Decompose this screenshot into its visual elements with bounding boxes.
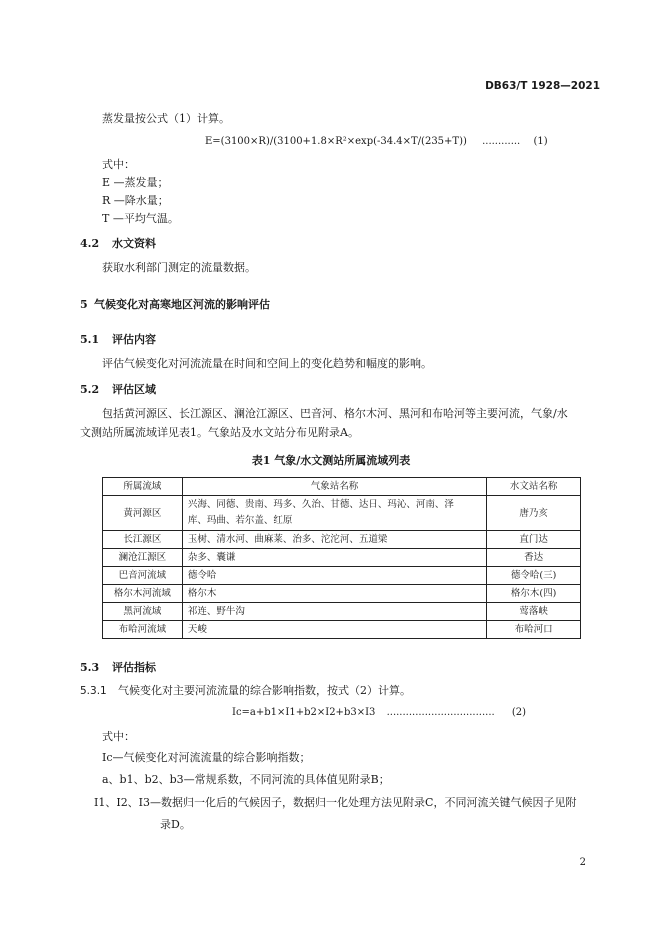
- table-row: [103, 585, 581, 603]
- basin-cell: 布哈河流域: [103, 621, 183, 639]
- hydro-station-cell: 德令哈(三): [487, 567, 581, 585]
- hydro-station-cell: 格尔木(四): [487, 585, 581, 603]
- basin-cell: 澜沧江源区: [103, 549, 183, 567]
- table-row: [103, 549, 581, 567]
- basin-cell: 格尔木河流域: [103, 585, 183, 603]
- section-title: 评估内容: [112, 333, 156, 346]
- formula-2: [232, 707, 526, 718]
- where-item-climate-factors-line2: 录D。: [160, 818, 191, 831]
- formula-1-number: (1): [533, 136, 548, 147]
- met-station-cell: 祁连、野牛沟: [182, 603, 486, 621]
- table-row: [103, 567, 581, 585]
- where-item-evaporation: E —蒸发量；: [102, 176, 169, 189]
- table-row: [103, 603, 581, 621]
- table-header-row: [103, 478, 581, 496]
- where-item-climate-factors-line1: I1、I2、I3—数据归一化后的气候因子，数据归一化处理方法见附录C，不同河流关键气候因子见附: [94, 796, 577, 809]
- hydro-station-cell: 直门达: [487, 531, 581, 549]
- column-header-hydro-station: 水文站名称: [487, 478, 581, 496]
- met-station-line: 兴海、同德、贵南、玛多、久治、甘德、达日、玛沁、河南、泽: [187, 499, 454, 510]
- page-number: 2: [579, 857, 586, 868]
- section-5-3-heading: [80, 659, 156, 675]
- hydro-station-cell: 香达: [487, 549, 581, 567]
- basin-cell: 黑河流域: [103, 603, 183, 621]
- met-station-cell: 杂多、囊谦: [182, 549, 486, 567]
- section-number: 5: [80, 298, 88, 311]
- formula-2-number: (2): [511, 707, 527, 718]
- section-title: 评估指标: [112, 661, 156, 674]
- formula-1-leader-dots: ............: [482, 136, 521, 147]
- where-item-coefficients: a、b1、b2、b3—常规系数，不同河流的具体值见附录B；: [102, 773, 390, 786]
- basin-cell: 长江源区: [103, 531, 183, 549]
- section-4-2-heading: [80, 235, 156, 251]
- met-station-cell: 天峻: [182, 621, 486, 639]
- section-5-3-1: [80, 683, 411, 699]
- section-5-1-body: 评估气候变化对河流流量在时间和空间上的变化趋势和幅度的影响。: [102, 357, 432, 370]
- basin-station-table: [102, 477, 581, 639]
- met-station-cell: 德令哈: [182, 567, 486, 585]
- section-5-2-heading: [80, 381, 156, 397]
- section-5-heading: [80, 296, 270, 312]
- section-5-1-heading: [80, 331, 156, 347]
- table-row: [103, 621, 581, 639]
- hydro-station-cell: 莺落峡: [487, 603, 581, 621]
- section-title: 评估区域: [112, 383, 156, 396]
- met-station-cell: 玉树、清水河、曲麻莱、治多、沱沱河、五道梁: [182, 531, 486, 549]
- section-4-2-body: 获取水利部门测定的流量数据。: [102, 261, 256, 274]
- where-item-temperature: T —平均气温。: [102, 212, 179, 225]
- where-item-impact-index: Ic—气候变化对河流流量的综合影响指数；: [102, 751, 311, 764]
- met-station-cell: [182, 496, 486, 531]
- basin-cell: 巴音河流域: [103, 567, 183, 585]
- section-number: 5.1: [80, 333, 100, 346]
- table-row: [103, 531, 581, 549]
- section-5-2-body-line2: 文测站所属流域详见表1。气象站及水文站分布见附录A。: [80, 426, 359, 439]
- section-title: 气候变化对高寒地区河流的影响评估: [94, 298, 270, 311]
- standard-code: DB63/T 1928—2021: [485, 80, 600, 92]
- where-item-precipitation: R —降水量；: [102, 194, 169, 207]
- basin-cell: 黄河源区: [103, 496, 183, 531]
- section-number: 5.2: [80, 383, 100, 396]
- clause-number: 5.3.1: [80, 685, 107, 697]
- formula-2-leader-dots: ..................................: [386, 707, 495, 718]
- met-station-cell: 格尔木: [182, 585, 486, 603]
- section-number: 5.3: [80, 661, 100, 674]
- section-title: 水文资料: [112, 237, 156, 250]
- formula-1-expression: E=(3100×R)/(3100+1.8×R²×exp(-34.4×T/(235+T)): [205, 136, 467, 147]
- intro-sentence: 蒸发量按公式（1）计算。: [102, 112, 230, 125]
- hydro-station-cell: 布哈河口: [487, 621, 581, 639]
- where-label-1: 式中：: [102, 158, 135, 171]
- table-1-caption: 表1 气象/水文测站所属流域列表: [251, 454, 411, 467]
- hydro-station-cell: 唐乃亥: [487, 496, 581, 531]
- formula-1: [205, 136, 548, 147]
- where-label-2: 式中：: [102, 730, 135, 743]
- met-station-line: 库、玛曲、若尔盖、红原: [187, 515, 293, 526]
- formula-2-expression: Ic=a+b1×I1+b2×I2+b3×I3: [232, 707, 376, 718]
- column-header-basin: 所属流域: [103, 478, 183, 496]
- section-5-2-body-line1: 包括黄河源区、长江源区、澜沧江源区、巴音河、格尔木河、黑河和布哈河等主要河流，气象/水: [102, 407, 568, 420]
- clause-text: 气候变化对主要河流流量的综合影响指数，按式（2）计算。: [118, 684, 411, 697]
- table-row: [103, 496, 581, 531]
- column-header-met-station: 气象站名称: [182, 478, 486, 496]
- section-number: 4.2: [80, 237, 100, 250]
